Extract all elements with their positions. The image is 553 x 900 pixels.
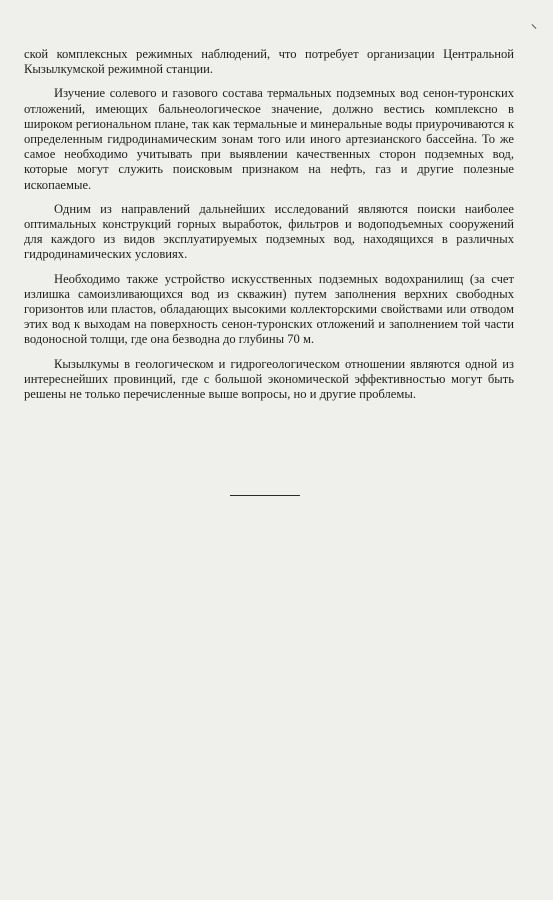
body-text	[24, 47, 514, 411]
paragraph-salt-gas-composition: Изучение солевого и газового состава термальных подземных вод сенон-туронских отложений, имеющих бальнеологическое значение, должно вестись комплексно в широком региональном плане, так как термальные и минеральные воды приурочиваются к определенным гидродинамическим зонам того или иного артезианского бассейна. То же самое необходимо учитывать при выявлении качественных сторон подземных вод, которые могут служить поисковым признаком на нефть, газ и другие полезные ископаемые.	[24, 86, 514, 192]
paragraph-conclusion: Кызылкумы в геологическом и гидрогеологическом отношении являются одной из интереснейших провинций, где с большой экономической эффективностью могут быть решены не только перечисленные выше вопросы, но и другие проблемы.	[24, 356, 514, 402]
paragraph-research-directions: Одним из направлений дальнейших исследований являются поиски наиболее оптимальных конструкций горных выработок, фильтров и водоподъемных сооружений для каждого из видов эксплуатируемых подземных вод, находящихся в различных гидродинамических условиях.	[24, 201, 514, 262]
paragraph-continued: ской комплексных режимных наблюдений, что потребует организации Центральной Кызылкумской режимной станции.	[24, 47, 514, 77]
scan-mark	[532, 24, 537, 29]
paragraph-artificial-reservoirs: Необходимо также устройство искусственных подземных водохранилищ (за счет излишка самоизливающихся вод из скважин) путем заполнения верхних свободных горизонтов или пластов, обладающих высокими коллекторскими свойствами или отводом этих вод к выходам на поверхность сенон-туронских отложений и заполнением той части водоносной толщи, где она безводна до глубины 70 м.	[24, 271, 514, 347]
end-rule-divider	[230, 495, 300, 496]
